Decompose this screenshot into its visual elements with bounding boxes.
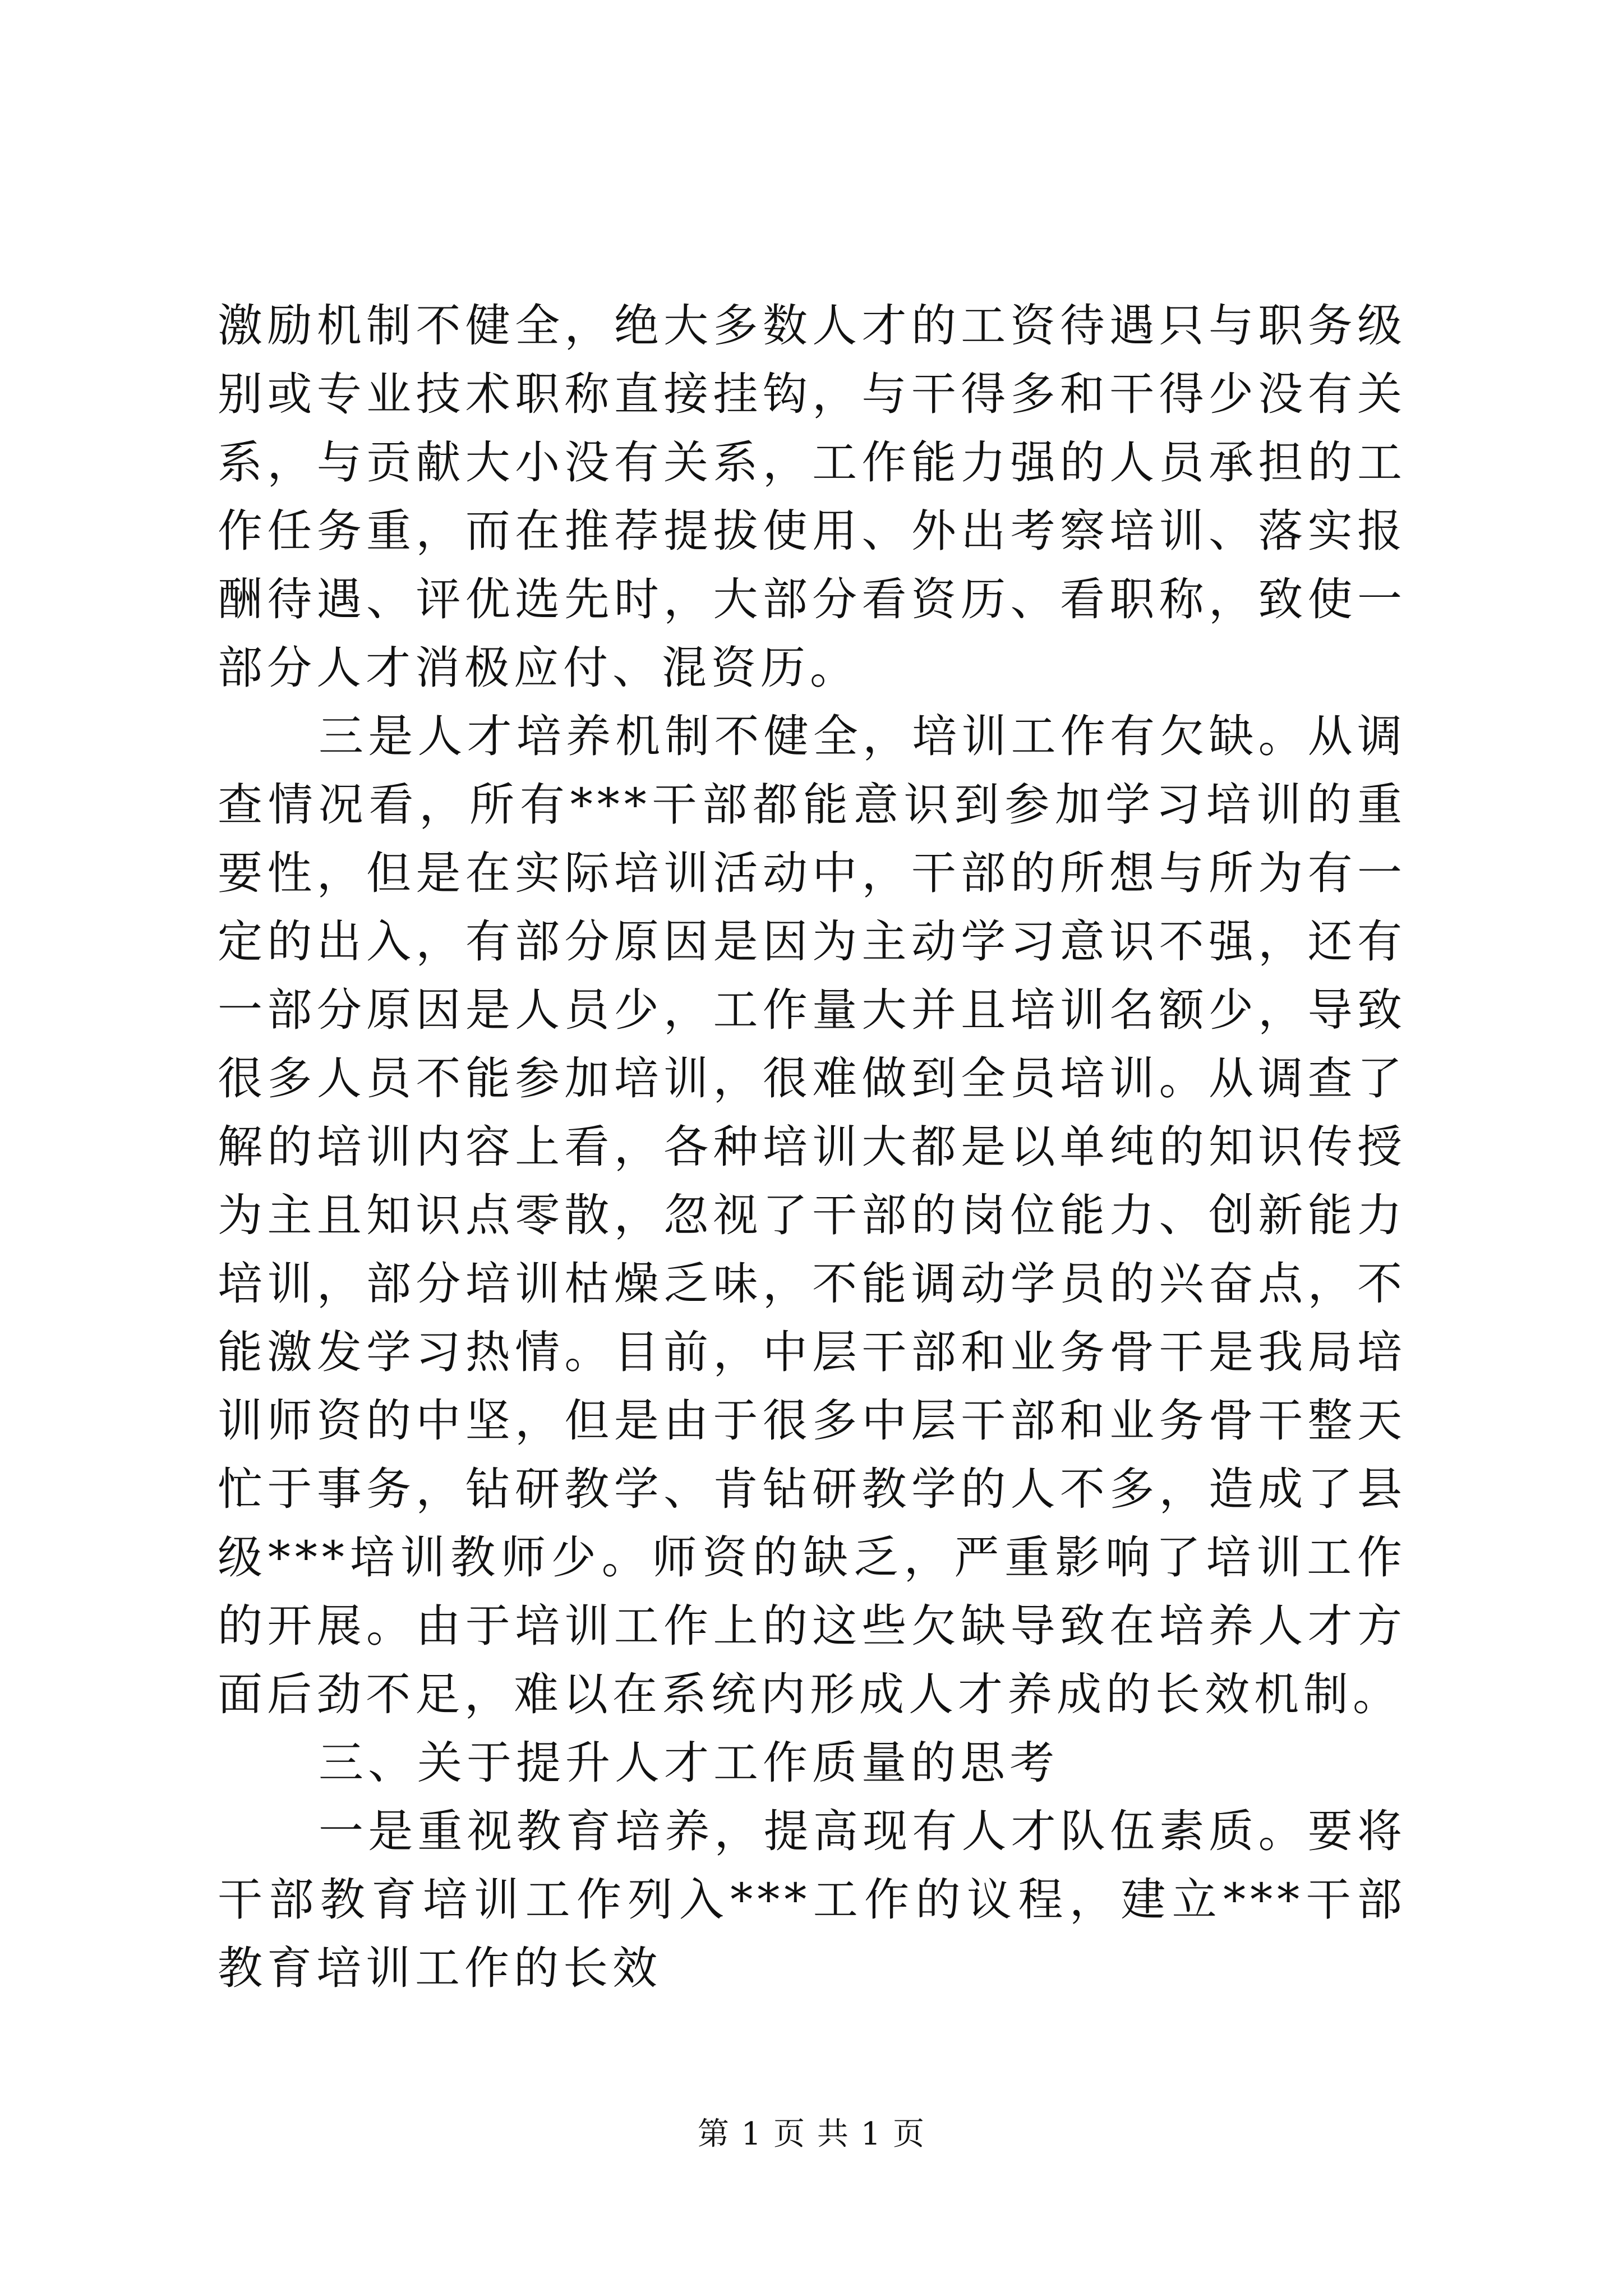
paragraph-education-training: 一是重视教育培养，提高现有人才队伍素质。要将干部教育培训工作列入***工作的议程，建立***干部教育培训工作的长效 [218, 1805, 1407, 1994]
paragraph-training-mechanism: 三是人才培养机制不健全，培训工作有欠缺。从调查情况看，所有***干部都能意识到参加学习培训的重要性，但是在实际培训活动中，干部的所想与所为有一定的出入，有部分原因是因为主动学习意识不强，还有一部分原因是人员少，工作量大并且培训名额少，导致很多人员不能参加培训，很难做到全员培训。从调查了解的培训内容上看，各种培训大都是以单纯的知识传授为主且知识点零散，忽视了干部的岗位能力、创新能力培训，部分培训枯燥乏味，不能调动学员的兴奋点，不能激发学习热情。目前，中层干部和业务骨干是我局培训师资的中坚，但是由于很多中层干部和业务骨干整天忙于事务，钻研教学、肯钻研教学的人不多，造成了县级***培训教师少。师资的缺乏，严重影响了培训工作的开展。由于培训工作上的这些欠缺导致在培养人才方面后劲不足，难以在系统内形成人才养成的长效机制。 [218, 710, 1407, 1720]
document-body [218, 292, 1407, 2003]
paragraph-incentive-mechanism: 激励机制不健全，绝大多数人才的工资待遇只与职务级别或专业技术职称直接挂钩，与干得多和干得少没有关系，与贡献大小没有关系，工作能力强的人员承担的工作任务重，而在推荐提拔使用、外出考察培训、落实报酬待遇、评优选先时，大部分看资历、看职称，致使一部分人才消极应付、混资历。 [218, 300, 1407, 694]
section-heading-improve-talent-work: 三、关于提升人才工作质量的思考 [319, 1737, 1059, 1789]
page-number-footer: 第 1 页 共 1 页 [697, 2116, 926, 2152]
